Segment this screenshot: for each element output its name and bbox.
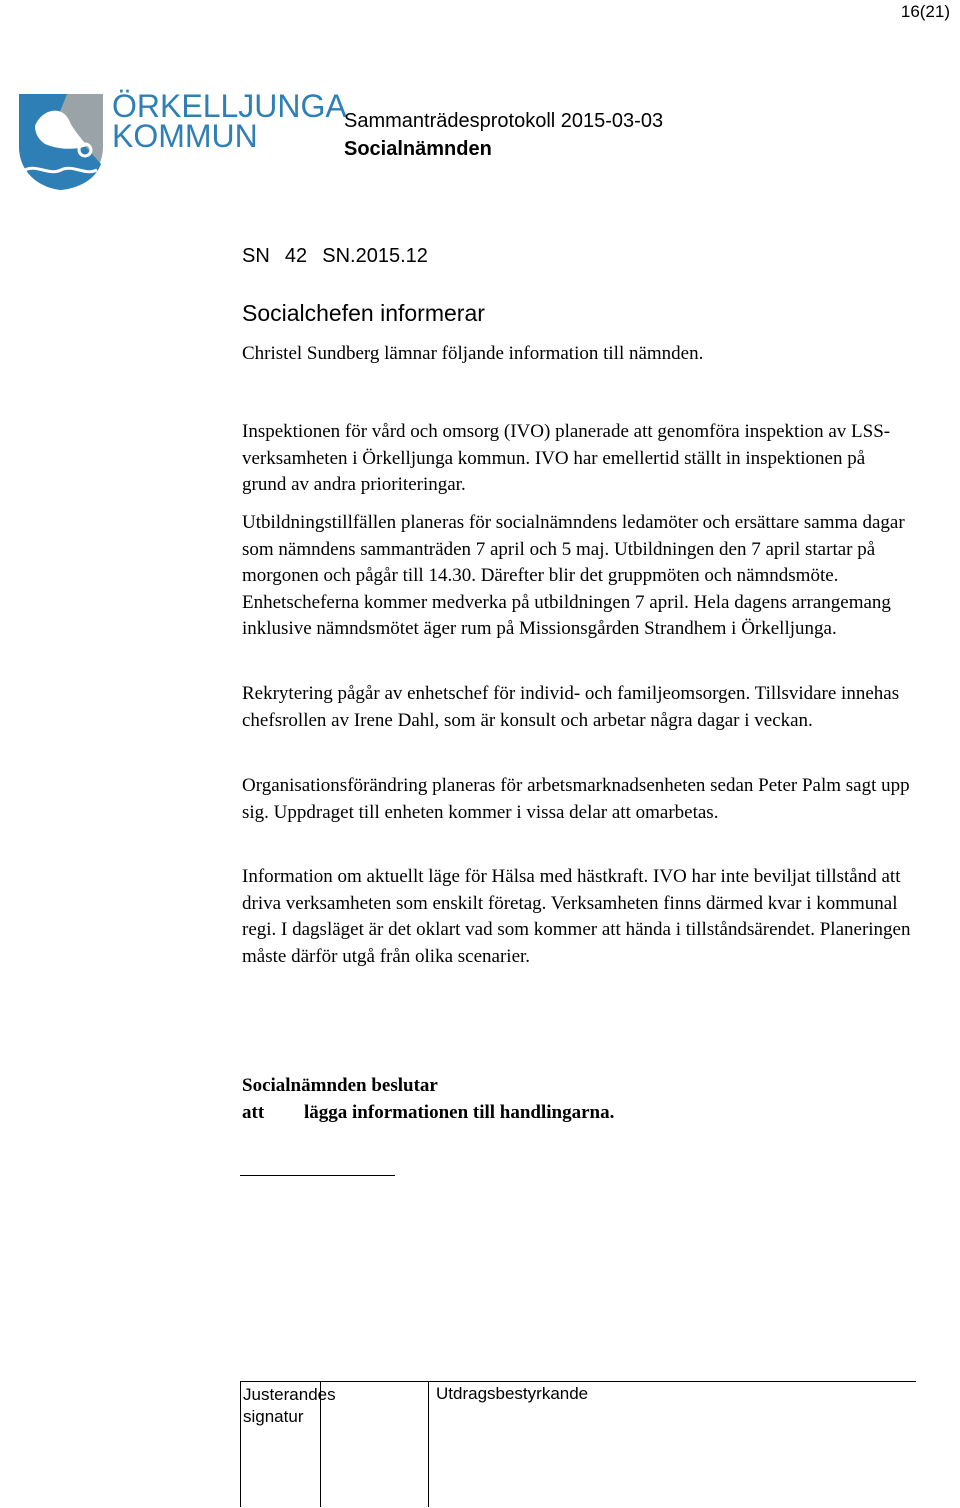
decision-att: att [242, 1102, 265, 1123]
committee-name: Socialnämnden [344, 138, 492, 160]
paragraph-reorganization: Organisationsförändring planeras för arbetsmarknadsenheten sedan Peter Palm sagt upp sig. Uppdraget till enheten kommer i vissa delar att omarbetas. [242, 775, 910, 823]
page-number: 16(21) [900, 2, 950, 21]
section-title: Socialchefen informerar [242, 300, 485, 326]
decision-heading: Socialnämnden beslutar [242, 1075, 438, 1096]
footer-label-justerandes-line1: Justerandes [243, 1385, 336, 1404]
paragraph-ivo-inspection: Inspektionen för vård och omsorg (IVO) planerade att genomföra inspektion av LSS-verksamheten i Örkelljunga kommun. IVO har emellertid ställt in inspektionen på grund av andra prioriteringar. [242, 421, 891, 496]
logo-name-line-1: ÖRKELLJUNGA [112, 88, 347, 124]
signature-line [240, 1175, 395, 1176]
footer-box-utdrag [428, 1381, 430, 1507]
paragraph-halsa-med-hastkraft: Information om aktuellt läge för Hälsa med hästkraft. IVO har inte beviljat tillstånd att driva verksamheten som enskilt företag. Verksamheten finns därmed kvar i kommunal regi. I dagsläget är det oklart vad som kommer att hända i tillståndsärendet. Planeringen måste därför utgå från olika scenarier. [242, 866, 911, 967]
decision-line [242, 1102, 614, 1124]
paragraph-training: Utbildningstillfällen planeras för socialnämndens ledamöter och ersättare samma dagar som nämndens sammanträden 7 april och 5 maj. Utbildningen den 7 april startar på morgonen och pågår till 14.30. Därefter blir det gruppmöten och nämndsmöte. Enhetscheferna kommer medverka på utbildningen 7 april. Hela dagens arrangemang inklusive nämndsmötet äger rum på Missionsgården Strandhem i Örkelljunga. [242, 512, 905, 640]
footer-label-utdragsbestyrkande: Utdragsbestyrkande [436, 1384, 589, 1403]
case-reference: SN 42 SN.2015.12 [242, 245, 428, 267]
paragraph-intro: Christel Sundberg lämnar följande information till nämnden. [242, 343, 704, 364]
footer-label-justerandes-line2: signatur [243, 1407, 304, 1426]
protocol-title: Sammanträdesprotokoll 2015-03-03 [344, 110, 664, 132]
footer-box-signature [320, 1381, 429, 1507]
footer-label-justerandes [243, 1384, 336, 1428]
decision-text: lägga informationen till handlingarna. [304, 1102, 615, 1123]
paragraph-recruitment: Rekrytering pågår av enhetschef för individ- och familjeomsorgen. Tillsvidare innehas chefsrollen av Irene Dahl, som är konsult och arbetar några dagar i veckan. [242, 683, 900, 731]
logo-name-line-2: KOMMUN [112, 118, 258, 154]
